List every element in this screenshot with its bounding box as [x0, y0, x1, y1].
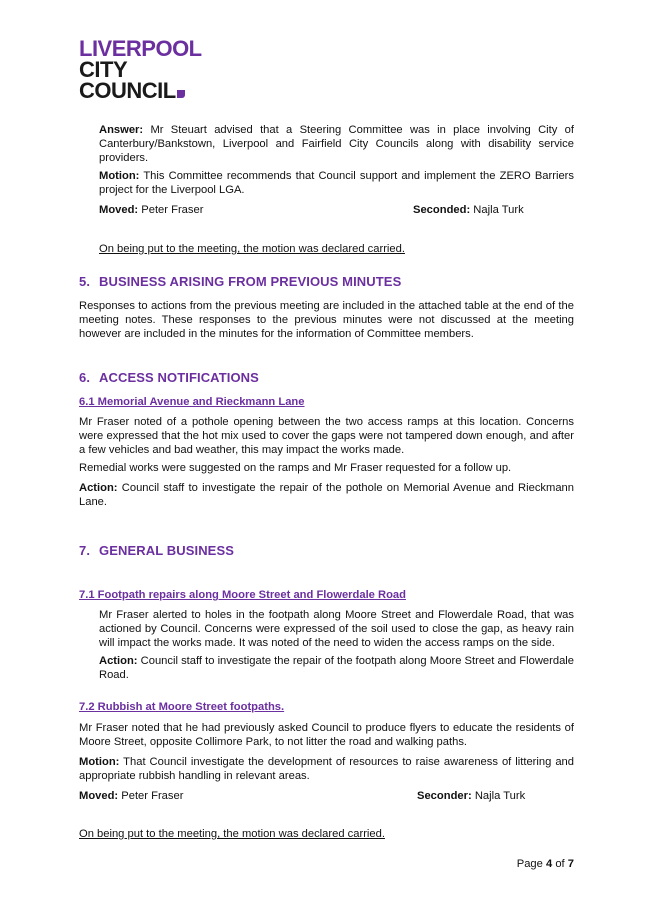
- carried-statement-2: On being put to the meeting, the motion was declared carried.: [79, 828, 385, 840]
- section-6-paragraph-2: Remedial works were suggested on the ramps and Mr Fraser requested for a follow up.: [79, 462, 512, 474]
- council-logo: [79, 38, 202, 101]
- section-6-heading: 6. ACCESS NOTIFICATIONS: [79, 370, 259, 385]
- logo-dot-icon: [177, 90, 185, 98]
- section-5-heading: 5. BUSINESS ARISING FROM PREVIOUS MINUTES: [79, 274, 402, 289]
- page-number: Page 4 of 7: [516, 858, 574, 870]
- motion-paragraph: Motion: This Committee recommends that Council support and implement the ZERO Barriers project for the Liverpool LGA.: [99, 170, 574, 196]
- section-7-1-paragraph: Mr Fraser alerted to holes in the footpath along Moore Street and Flowerdale Road, that was actioned by Council. Concerns were expressed of the soil used to close the gap, as heavy rain will impact the works made. It was noted of the need to widen the access ramps on the side.: [99, 609, 574, 649]
- section-6-paragraph-1: Mr Fraser noted of a pothole opening between the two access ramps at this location. Concerns were expressed that the hot mix used to cover the gaps were not tampered down enough, and after a few vehicles and bad weather, this may impact the works made.: [79, 416, 574, 456]
- section-7-heading: 7. GENERAL BUSINESS: [79, 543, 234, 558]
- seconder: Seconder: Najla Turk: [417, 790, 526, 802]
- section-7-1-action: Action: Council staff to investigate the repair of the footpath along Moore Street and Flowerdale Road.: [99, 655, 574, 681]
- seconded: Seconded: Najla Turk: [413, 204, 524, 216]
- carried-statement: On being put to the meeting, the motion was declared carried.: [99, 243, 405, 255]
- logo-line-1: LIVERPOOL: [79, 36, 202, 61]
- subsection-7-2-heading: 7.2 Rubbish at Moore Street footpaths.: [79, 701, 285, 713]
- subsection-6-1-heading: 6.1 Memorial Avenue and Rieckmann Lane: [79, 396, 305, 408]
- moved-seconder-row: Moved: Peter Fraser Seconder: Najla Turk: [79, 790, 526, 802]
- section-7-2-motion: Motion: That Council investigate the development of resources to raise awareness of littering and appropriate rubbish handling in relevant areas.: [79, 756, 574, 782]
- section-6-action: Action: Council staff to investigate the repair of the pothole on Memorial Avenue and Rieckmann Lane.: [79, 482, 574, 508]
- logo-line-3: COUNCIL: [79, 80, 202, 101]
- answer-paragraph: Answer: Mr Steuart advised that a Steering Committee was in place involving City of Canterbury/Bankstown, Liverpool and Fairfield City Councils along with disability service providers.: [99, 124, 574, 164]
- moved-seconded-row: Moved: Peter Fraser Seconded: Najla Turk: [99, 204, 524, 216]
- logo-line-2: CITY: [79, 57, 128, 82]
- subsection-7-1-heading: 7.1 Footpath repairs along Moore Street and Flowerdale Road: [79, 589, 406, 601]
- section-7-2-paragraph: Mr Fraser noted that he had previously asked Council to produce flyers to educate the residents of Moore Street, opposite Collimore Park, to not litter the road and walking paths.: [79, 722, 574, 748]
- section-5-paragraph: Responses to actions from the previous meeting are included in the attached table at the end of the meeting notes. These responses to the previous minutes were not discussed at the meeting however are included in the minutes for the information of Committee members.: [79, 300, 574, 340]
